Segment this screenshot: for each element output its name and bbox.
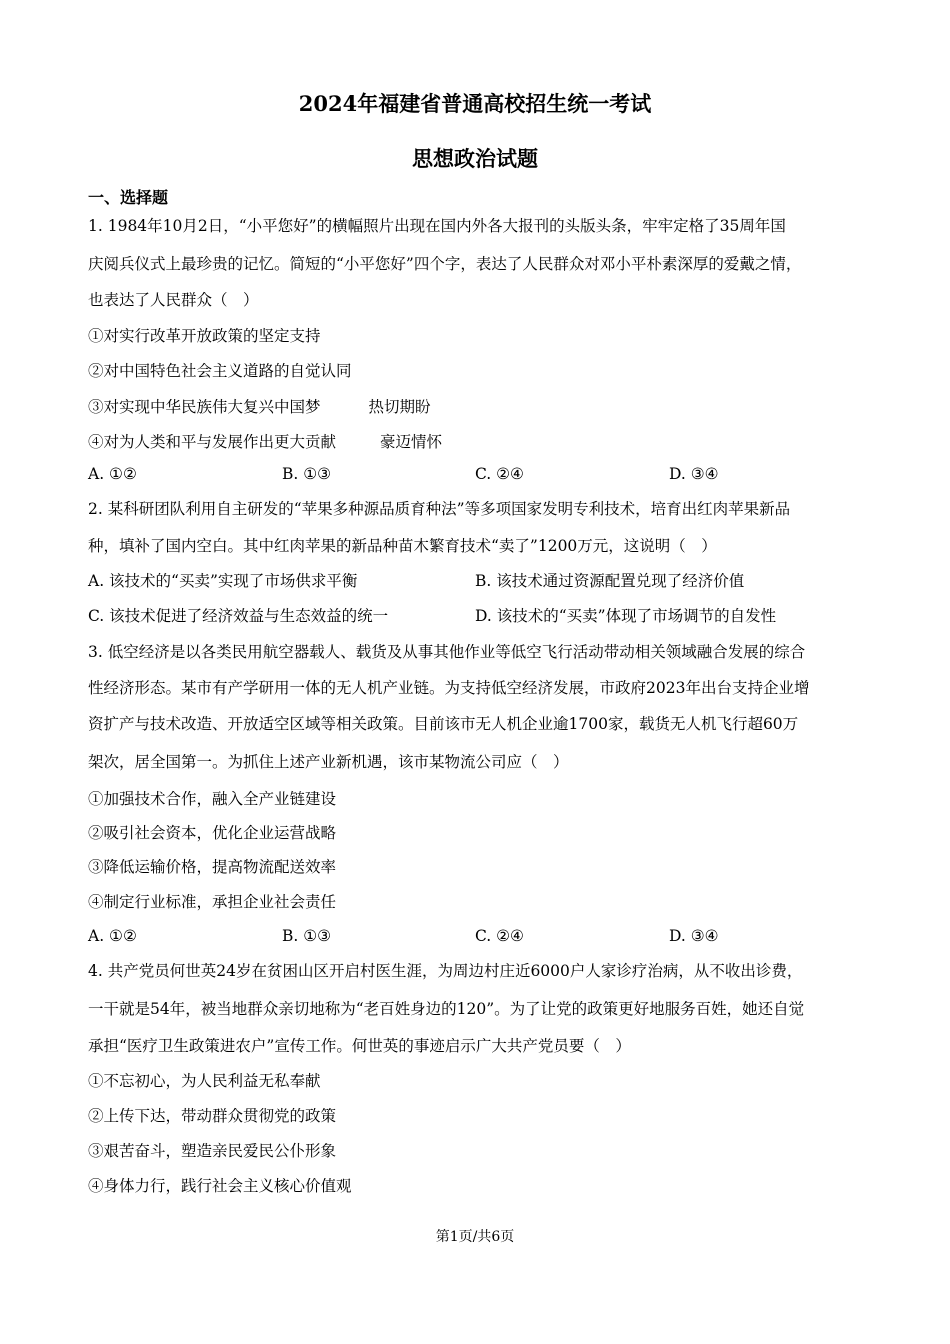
q1-item-text: ③对实现中华民族伟大复兴中国梦 bbox=[88, 398, 321, 416]
page-footer: 第1页/共6页 bbox=[435, 1229, 515, 1245]
q3-option-b: B. ①③ bbox=[282, 927, 332, 945]
q3-item: ①加强技术合作，融入全产业链建设 bbox=[88, 790, 337, 808]
q1-stem-line: 也表达了人民群众（ ） bbox=[88, 291, 259, 309]
exam-title: 2024年福建省普通高校招生统一考试 bbox=[298, 91, 652, 116]
q4-item: ③艰苦奋斗，塑造亲民爱民公仆形象 bbox=[88, 1142, 337, 1160]
q1-item bbox=[88, 432, 442, 452]
q2-option-c: C. 该技术促进了经济效益与生态效益的统一 bbox=[88, 607, 389, 625]
q2-option-b: B. 该技术通过资源配置兑现了经济价值 bbox=[475, 572, 745, 590]
q3-stem-line: 3. 低空经济是以各类民用航空器载人、载货及从事其他作业等低空飞行活动带动相关领域融合发展的综合 bbox=[88, 643, 806, 661]
exam-subtitle: 思想政治试题 bbox=[412, 146, 538, 171]
q2-stem-line: 种，填补了国内空白。其中红肉苹果的新品种苗木繁育技术“卖了”1200万元，这说明（ ） bbox=[88, 537, 717, 555]
q3-item: ③降低运输价格，提高物流配送效率 bbox=[88, 858, 337, 876]
q3-option-d: D. ③④ bbox=[669, 927, 719, 945]
q1-item-tail: 热切期盼 bbox=[368, 398, 431, 416]
q3-stem-line: 架次，居全国第一。为抓住上述产业新机遇，该市某物流公司应（ ） bbox=[88, 753, 569, 771]
q3-stem-line: 资扩产与技术改造、开放适空区域等相关政策。目前该市无人机企业逾1700家，载货无人机飞行超60万 bbox=[88, 715, 799, 733]
q4-item: ④身体力行，践行社会主义核心价值观 bbox=[88, 1177, 352, 1195]
q3-stem-line: 性经济形态。某市有产学研用一体的无人机产业链。为支持低空经济发展，市政府2023年出台支持企业增 bbox=[88, 679, 810, 697]
q1-option-b: B. ①③ bbox=[282, 465, 332, 483]
q1-item-text: ④对为人类和平与发展作出更大贡献 bbox=[88, 433, 337, 451]
q1-item bbox=[88, 397, 431, 417]
q1-option-a: A. ①② bbox=[88, 465, 137, 483]
q4-stem-line: 一干就是54年，被当地群众亲切地称为“老百姓身边的120”。为了让党的政策更好地服务百姓，她还自觉 bbox=[88, 1000, 805, 1018]
q3-option-a: A. ①② bbox=[88, 927, 137, 945]
q2-stem-line: 2. 某科研团队利用自主研发的“苹果多种源品质育种法”等多项国家发明专利技术，培育出红肉苹果新品 bbox=[88, 500, 791, 518]
q1-item: ①对实行改革开放政策的坚定支持 bbox=[88, 327, 321, 345]
q1-item-tail: 豪迈情怀 bbox=[380, 433, 443, 451]
q3-item: ②吸引社会资本，优化企业运营战略 bbox=[88, 824, 337, 842]
q4-item: ①不忘初心，为人民利益无私奉献 bbox=[88, 1072, 321, 1090]
q4-stem-line: 承担“医疗卫生政策进农户”宣传工作。何世英的事迹启示广大共产党员要（ ） bbox=[88, 1037, 631, 1055]
q2-option-a: A. 该技术的“买卖”实现了市场供求平衡 bbox=[88, 572, 358, 590]
q3-option-c: C. ②④ bbox=[475, 927, 524, 945]
q4-stem-line: 4. 共产党员何世英24岁在贫困山区开启村医生涯，为周边村庄近6000户人家诊疗治病，从不收出诊费， bbox=[88, 962, 803, 980]
q1-option-c: C. ②④ bbox=[475, 465, 524, 483]
q2-option-d: D. 该技术的“买卖”体现了市场调节的自发性 bbox=[475, 607, 777, 625]
q3-item: ④制定行业标准，承担企业社会责任 bbox=[88, 893, 337, 911]
q1-stem-line: 1. 1984年10月2日，“小平您好”的横幅照片出现在国内外各大报刊的头版头条，牢牢定格了35周年国 bbox=[88, 217, 786, 235]
q1-stem-line: 庆阅兵仪式上最珍贵的记忆。简短的“小平您好”四个字，表达了人民群众对邓小平朴素深厚的爱戴之情， bbox=[88, 255, 802, 273]
section-heading: 一、选择题 bbox=[88, 188, 169, 207]
q4-item: ②上传下达，带动群众贯彻党的政策 bbox=[88, 1107, 337, 1125]
q1-option-d: D. ③④ bbox=[669, 465, 719, 483]
q1-item: ②对中国特色社会主义道路的自觉认同 bbox=[88, 362, 352, 380]
